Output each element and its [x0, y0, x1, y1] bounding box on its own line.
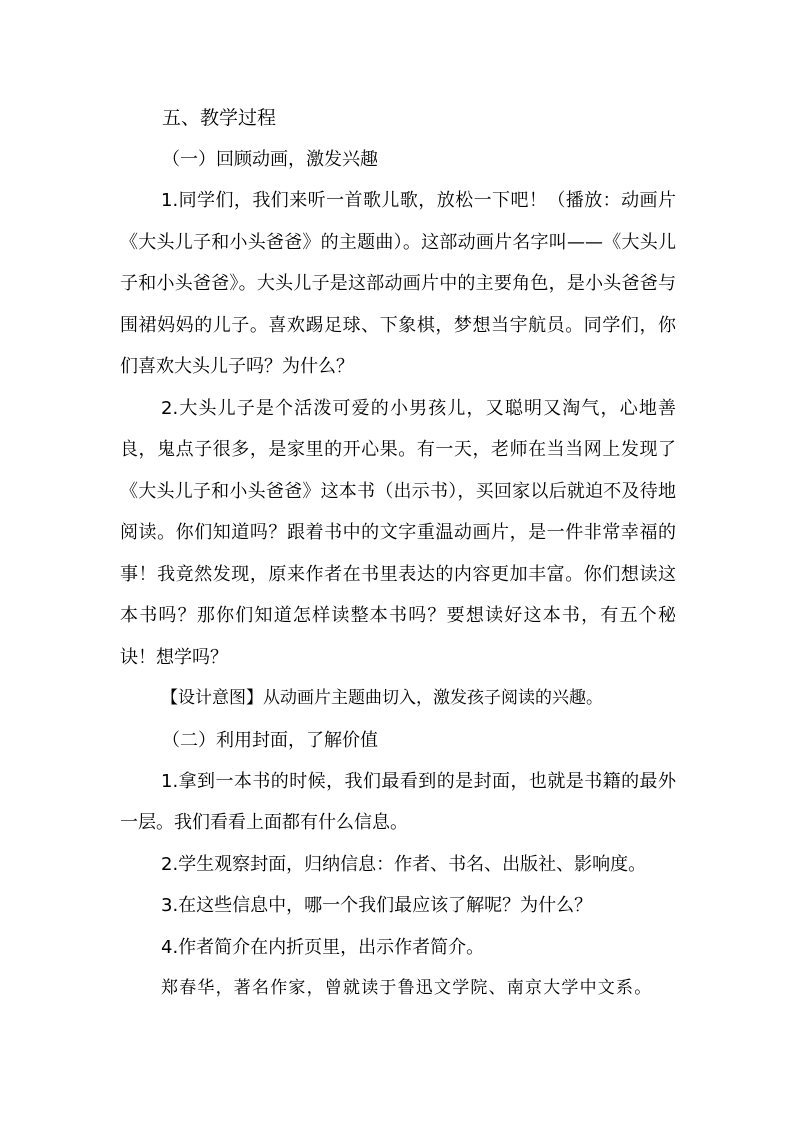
part2-heading: （二）利用封面，了解价值 — [162, 729, 378, 751]
part2-paragraph-4: 4.作者简介在内折页里，出示作者简介。 — [161, 936, 485, 958]
part2-paragraph-1: 1.拿到一本书的时候，我们最看到的是封面，也就是书籍的最外一层。我们看看上面都有什么信息。 — [120, 770, 676, 833]
section-title: 五、教学过程 — [162, 107, 277, 129]
part1-paragraph-2: 2.大头儿子是个活泼可爱的小男孩儿，又聪明又淘气，心地善良，鬼点子很多，是家里的开心果。有一天，老师在当当网上发现了《大头儿子和小头爸爸》这本书（出示书），买回家以后就迫不及待地阅读。你们知道吗？跟着书中的文字重温动画片，是一件非常幸福的事！我竟然发现，原来作者在书里表达的内容更加丰富。你们想读这本书吗？那你们知道怎样读整本书吗？要想读好这本书，有五个秘诀！想学吗？ — [120, 397, 676, 668]
part2-paragraph-3: 3.在这些信息中，哪一个我们最应该了解呢？为什么？ — [161, 895, 593, 916]
part1-heading: （一）回顾动画，激发兴趣 — [162, 149, 378, 170]
part1-paragraph-1: 1.同学们，我们来听一首歌儿歌，放松一下吧！（播放：动画片《大头儿子和小头爸爸》的主题曲）。这部动画片名字叫——《大头儿子和小头爸爸》。大头儿子是这部动画片中的主要角色，是小头爸爸与围裙妈妈的儿子。喜欢踢足球、下象棋，梦想当宇航员。同学们，你们喜欢大头儿子吗？为什么？ — [120, 190, 676, 377]
design-intent-note: 【设计意图】从动画片主题曲切入，激发孩子阅读的兴趣。 — [161, 688, 603, 708]
author-intro: 郑春华，著名作家，曾就读于鲁迅文学院、南京大学中文系。 — [161, 978, 653, 998]
document-body — [120, 98, 676, 1010]
part2-paragraph-2: 2.学生观察封面，归纳信息：作者、书名、出版社、影响度。 — [161, 853, 647, 875]
